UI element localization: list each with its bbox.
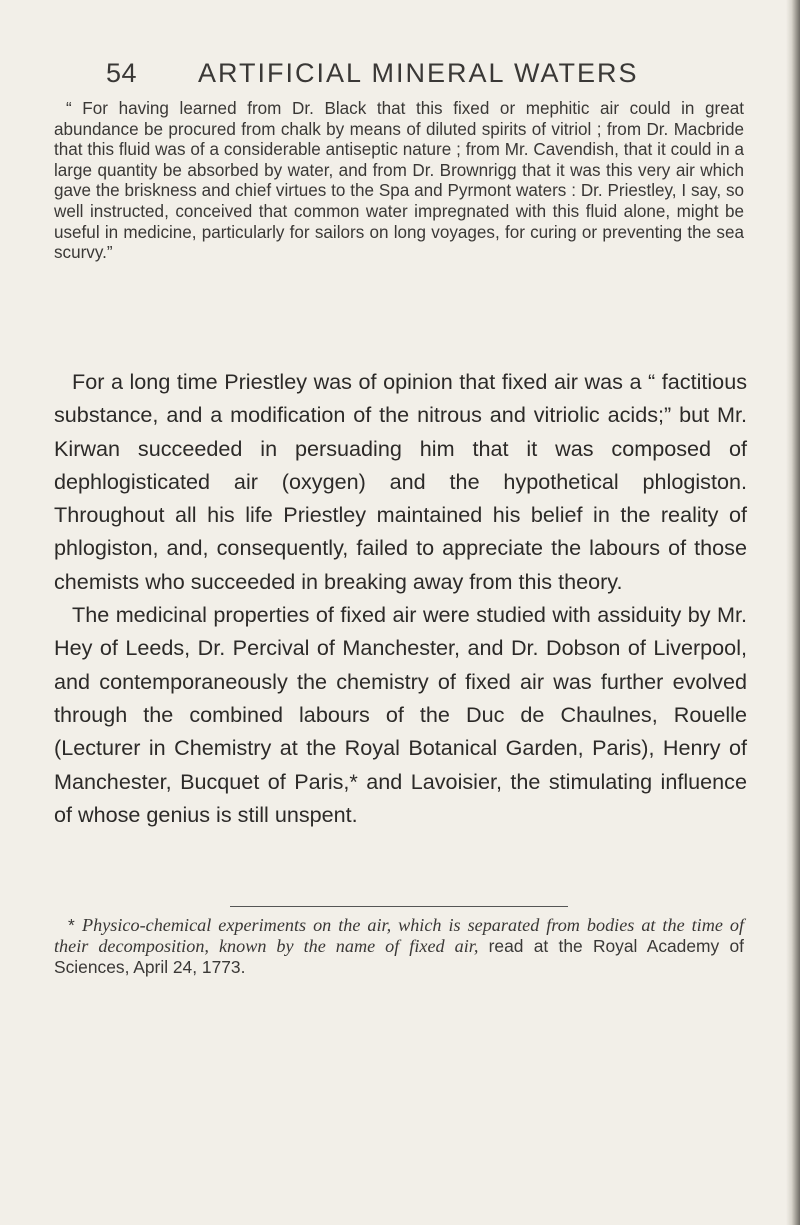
footnote-marker: *: [68, 915, 83, 935]
running-title: ARTIFICIAL MINERAL WATERS: [198, 58, 639, 88]
body-paragraph-1: For a long time Priestley was of opinion that fixed air was a “ factitious substance, and a modification of the nitrous and vitriolic acids;” but Mr. Kirwan succeeded in persuading him that it was composed of dephlogisticated air (oxygen) and the hypothetical phlogiston. Throughout all his life Priestley maintained his belief in the reality of phlogiston, and, consequently, failed to appreciate the labours of those chemists who succeeded in breaking away from this theory.: [54, 369, 747, 594]
page-header: [106, 58, 746, 98]
footnote-divider: [230, 906, 568, 907]
page-number: 54: [106, 58, 138, 88]
quote-paragraph: “ For having learned from Dr. Black that this fixed or mephitic air could in great abundance be procured from chalk by means of diluted spirits of vitriol ; from Dr. Macbride that this fluid was of a considerable antiseptic nature ; from Mr. Cavendish, that it could in a large quantity be absorbed by water, and from Dr. Brownrigg that it was this very air which gave the briskness and chief virtues to the Spa and Pyrmont waters : Dr. Priestley, I say, so well instructed, conceived that common water impregnated with this fluid alone, might be useful in medicine, particularly for sailors on long voyages, for curing or preventing the sea scurvy.”: [54, 99, 744, 263]
body-paragraph-2: The medicinal properties of fixed air were studied with assiduity by Mr. Hey of Leeds, Dr. Percival of Manchester, and Dr. Dobson of Liverpool, and contemporaneously the chemistry of fixed air was further evolved through the combined labours of the Duc de Chaulnes, Rouelle (Lecturer in Chemistry at the Royal Botanical Garden, Paris), Henry of Manchester, Bucquet of Paris,* and Lavoisier, the stimulating influence of whose genius is still unspent.: [54, 602, 747, 827]
page-edge-shadow: [786, 0, 800, 1225]
footnote-citation: read at the Royal Academy of Sciences, April 24, 1773.: [54, 935, 744, 977]
main-text: [54, 365, 747, 831]
footnote: [54, 915, 744, 977]
block-quote: [54, 99, 744, 264]
footnote-paragraph: [54, 915, 744, 977]
footnote-title: Physico-chemical experiments on the air, which is separated from bodies at the time of their decomposition, known by the name of fixed air,: [54, 915, 744, 956]
